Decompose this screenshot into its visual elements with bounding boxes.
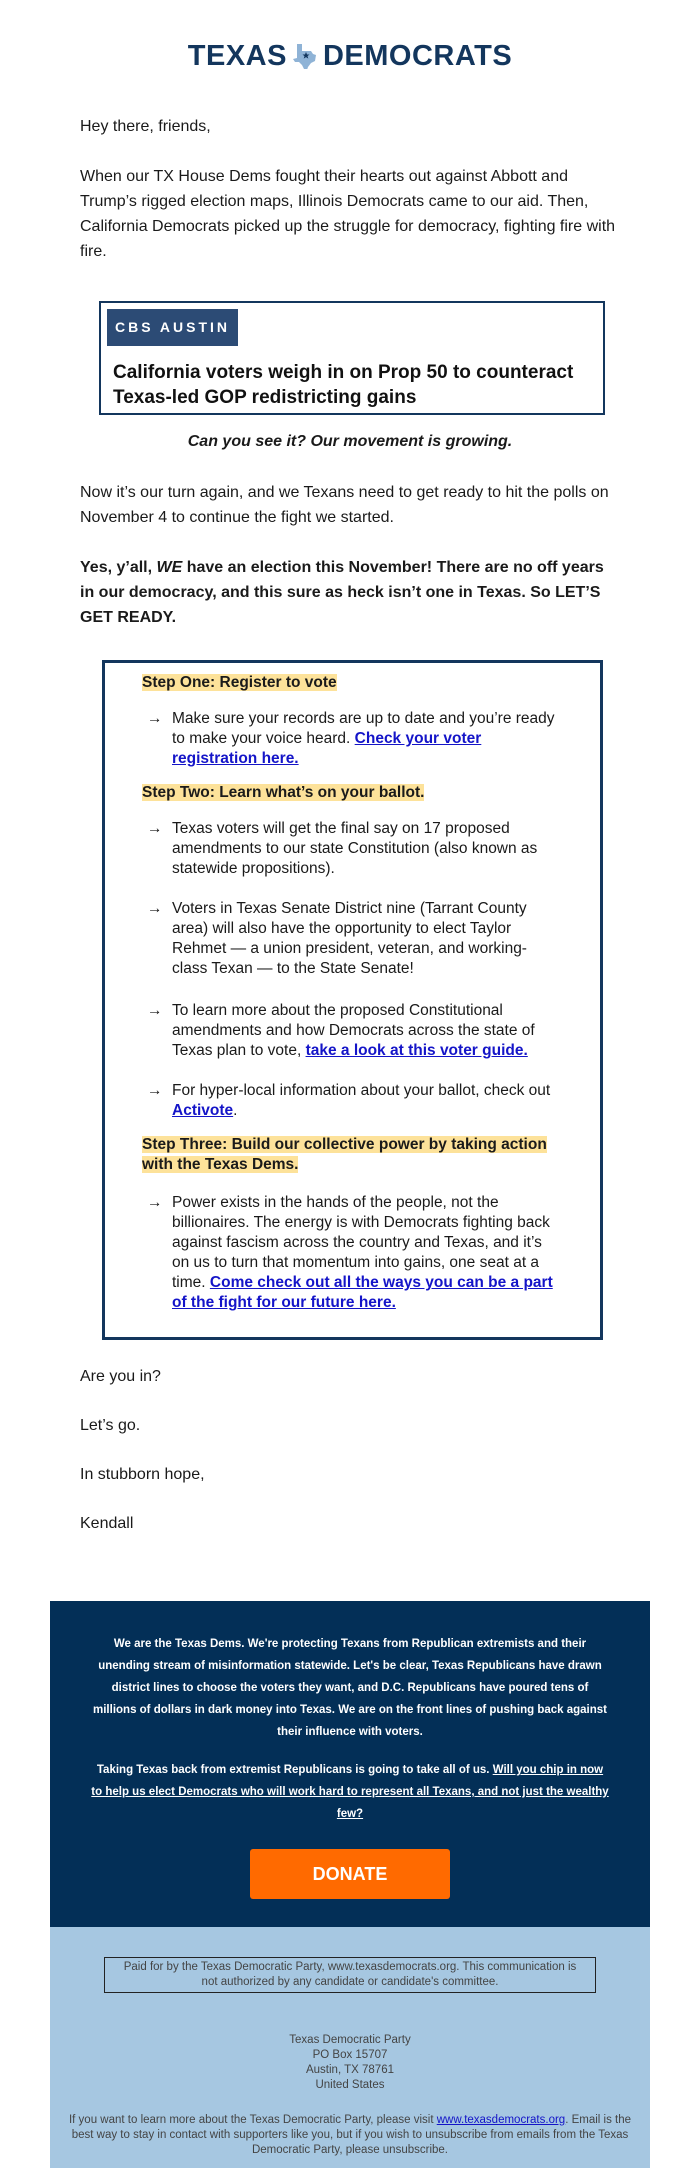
item-text: To learn more about the proposed Constitutional amendments and how Democrats across the state of Texas plan to vote, (172, 1002, 535, 1059)
website-link[interactable]: www.texasdemocrats.org (436, 2114, 566, 2126)
we-emphasis: WE (156, 559, 183, 576)
logo-text-left: TEXAS (187, 39, 287, 72)
donate-button[interactable]: DONATE (250, 1849, 450, 1899)
item-text: Power exists in the hands of the people, not the billionaires. The energy is with Democrats fighting back against fascism across the country and Texas, and it’s on us to turn that momentum into gains, one seat at a time. (172, 1194, 550, 1291)
tagline: Can you see it? Our movement is growing. (187, 433, 513, 450)
yes-text-a: Yes, y’all, (80, 559, 157, 576)
item-text: For hyper-local information about your ballot, check out (172, 1082, 551, 1099)
closing-line: In stubborn hope, (80, 1466, 205, 1483)
list-item (142, 709, 560, 769)
list-item (142, 1001, 560, 1061)
arrow-icon: → (147, 1082, 163, 1099)
check-registration-link[interactable]: Check your voter registration here. (172, 730, 482, 767)
closing-line: Are you in? (80, 1368, 161, 1385)
get-involved-link[interactable]: Come check out all the ways you can be a part of the fight for our future here. (172, 1274, 553, 1311)
closing-line: Let’s go. (80, 1417, 141, 1434)
address-line: PO Box 15707 (312, 2049, 388, 2061)
item-text-end: . (233, 1102, 238, 1119)
news-headline: California voters weigh in on Prop 50 to counteract Texas-led GOP redistricting gains (113, 362, 574, 408)
list-item (142, 1193, 560, 1313)
step-three-heading: Step Three: Build our collective power by taking action with the Texas Dems. (142, 1136, 547, 1173)
voter-guide-link[interactable]: take a look at this voter guide. (305, 1042, 528, 1059)
footer-legal (50, 1927, 650, 2168)
arrow-icon: → (147, 820, 163, 837)
more-text-a: If you want to learn more about the Texas Democratic Party, please visit (68, 2114, 437, 2126)
step-one-heading: Step One: Register to vote (142, 674, 337, 691)
steps-box (102, 660, 603, 1340)
list-item (142, 899, 560, 979)
signature: Kendall (80, 1515, 134, 1532)
item-text: Make sure your records are up to date and you’re ready to make your voice heard. (172, 710, 555, 747)
arrow-icon: → (147, 1194, 163, 1211)
mailing-address (65, 2033, 635, 2093)
address-line: Austin, TX 78761 (305, 2064, 394, 2076)
about-text: We are the Texas Dems. We're protecting Texans from Republican extremists and their unending stream of misinformation statewide. Let's be clear, Texas Republicans have drawn district lines to choose the voters they want, and D.C. Republicans have poured tens of millions of dollars in dark money into Texas. We are on the front lines of pushing back against their influence with voters. (93, 1638, 607, 1738)
more-text-b: . Email is the best way to stay in contact with supporters like you, but if you wish to unsubscribe from emails from the Texas Democratic Party, please unsubscribe. (71, 2114, 632, 2156)
arrow-icon: → (147, 710, 163, 727)
ask-text-lead: Taking Texas back from extremist Republicans is going to take all of us. (96, 1764, 493, 1776)
election-paragraph (80, 555, 620, 630)
closing (80, 1364, 620, 1536)
list-item (142, 819, 560, 879)
logo-text-right: DEMOCRATS (322, 39, 513, 72)
item-text: Voters in Texas Senate District nine (Tarrant County area) will also have the opportunity to elect Taylor Rehmet — a union president, veteran, and working-class Texan — to the State Senate! (172, 900, 527, 977)
paid-for-disclaimer: Paid for by the Texas Democratic Party, www.texasdemocrats.org. This communication is not authorized by any candidate or candidate's committee. (104, 1957, 596, 1993)
texas-star-icon (293, 43, 317, 69)
address-line: United States (315, 2079, 385, 2091)
item-text: Texas voters will get the final say on 17 proposed amendments to our state Constitution (also known as statewide propositions). (172, 820, 538, 877)
list-item (142, 1081, 560, 1121)
ask-text (90, 1759, 610, 1825)
news-card[interactable] (99, 301, 605, 415)
address-line: Texas Democratic Party (289, 2034, 411, 2046)
cbs-austin-logo: CBS AUSTIN (107, 309, 238, 346)
unsubscribe-text (65, 2113, 635, 2158)
footer (50, 1601, 650, 2168)
footer-cta (50, 1601, 650, 1927)
arrow-icon: → (147, 1002, 163, 1019)
activote-link[interactable]: Activote (172, 1102, 234, 1119)
now-paragraph: Now it’s our turn again, and we Texans need to get ready to hit the polls on November 4 to continue the fight we started. (80, 484, 609, 526)
arrow-icon: → (147, 900, 163, 917)
chip-in-link[interactable]: Will you chip in now to help us elect Democrats who will work hard to represent all Texans, and not just the wealthy few? (91, 1764, 609, 1820)
texas-democrats-logo[interactable] (0, 0, 700, 74)
intro-paragraph: When our TX House Dems fought their hearts out against Abbott and Trump’s rigged election maps, Illinois Democrats came to our aid. Then, California Democrats picked up the struggle for democracy, fighting fire with fire. (80, 168, 616, 260)
greeting: Hey there, friends, (80, 118, 211, 135)
step-two-heading: Step Two: Learn what’s on your ballot. (142, 784, 425, 801)
yes-text-b: have an election this November! There are no off years in our democracy, and this sure as heck isn’t one in Texas. So LET’S GET READY. (80, 559, 604, 626)
